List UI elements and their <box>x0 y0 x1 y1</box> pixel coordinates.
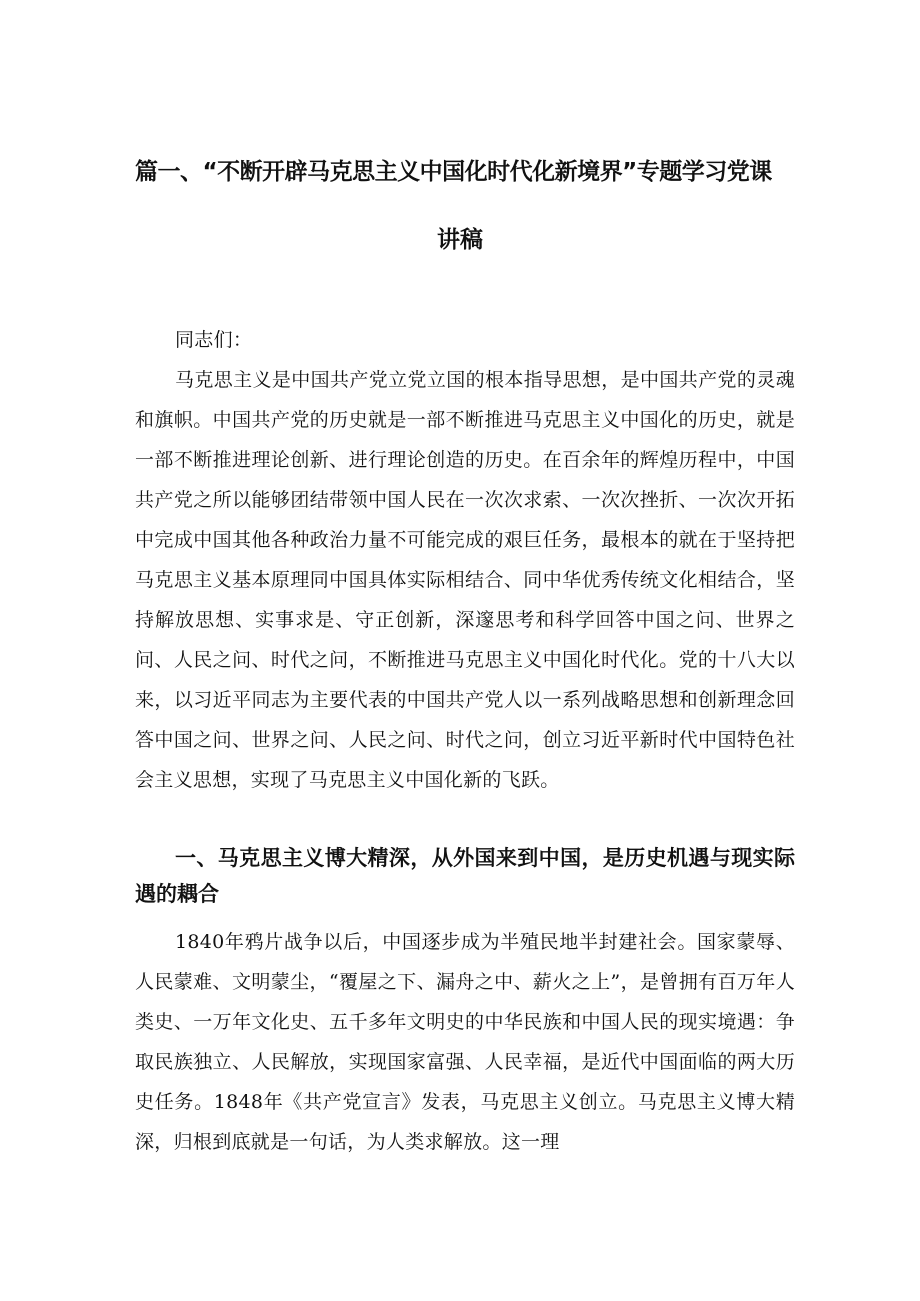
document-title-continuation: 讲稿 <box>437 227 483 253</box>
document-title: 篇一、“不断开辟马克思主义中国化时代化新境界”专题学习党课 <box>135 159 772 185</box>
section-heading-1: 一、马克思主义博大精深，从外国来到中国，是历史机遇与现实际遇的耦合 <box>135 846 795 906</box>
paragraph-1: 马克思主义是中国共产党立党立国的根本指导思想，是中国共产党的灵魂和旗帜。中国共产党的历史就是一部不断推进马克思主义中国化的历史，就是一部不断推进理论创新、进行理论创造的历史。在百余年的辉煌历程中，中国共产党之所以能够团结带领中国人民在一次次求索、一次次挫折、一次次开拓中完成中国其他各种政治力量不可能完成的艰巨任务，最根本的就在于坚持把马克思主义基本原理同中国具体实际相结合、同中华优秀传统文化相结合，坚持解放思想、实事求是、守正创新，深邃思考和科学回答中国之问、世界之问、人民之问、时代之问，不断推进马克思主义中国化时代化。党的十八大以来，以习近平同志为主要代表的中国共产党人以一系列战略思想和创新理念回答中国之问、世界之问、人民之问、时代之问，创立习近平新时代中国特色社会主义思想，实现了马克思主义中国化新的飞跃。 <box>135 369 795 791</box>
greeting: 同志们： <box>175 329 253 351</box>
paragraph-2: 1840年鸦片战争以后，中国逐步成为半殖民地半封建社会。国家蒙辱、人民蒙难、文明蒙尘，“覆屋之下、漏舟之中、薪火之上”，是曾拥有百万年人类史、一万年文化史、五千多年文明史的中华民族和中国人民的现实境遇：争取民族独立、人民解放，实现国家富强、人民幸福，是近代中国面临的两大历史任务。1848年《共产党宣言》发表，马克思主义创立。马克思主义博大精深，归根到底就是一句话，为人类求解放。这一理 <box>135 931 795 1153</box>
